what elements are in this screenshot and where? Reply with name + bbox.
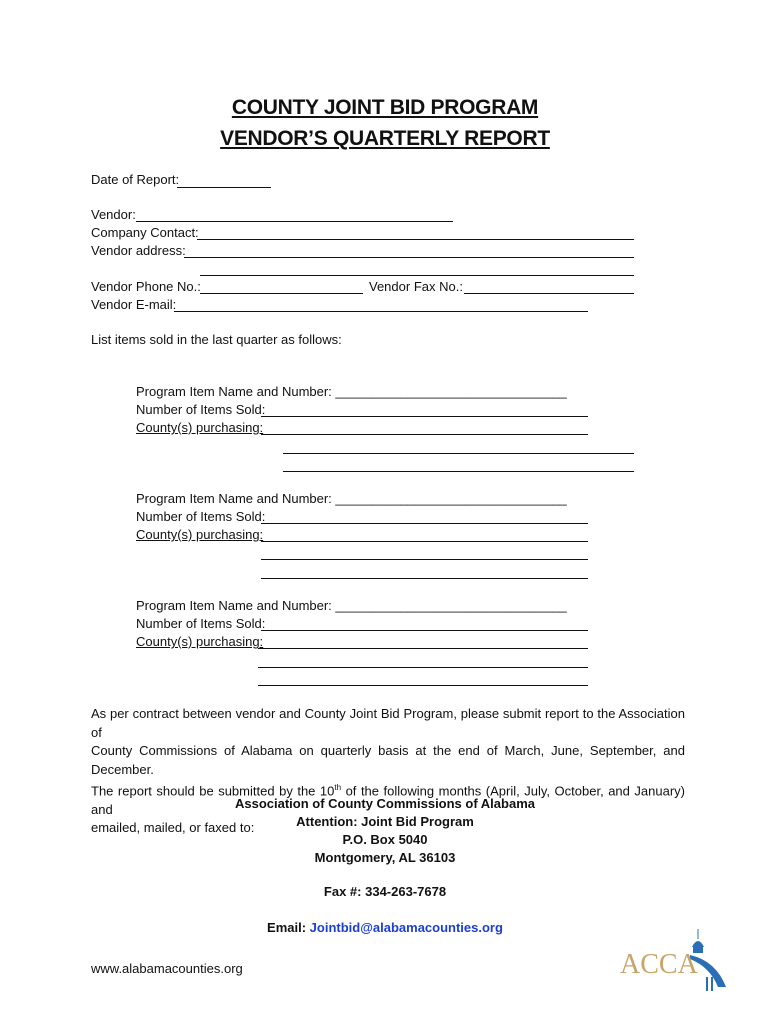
item-name-label-3: Program Item Name and Number: ________________________________ xyxy=(136,598,567,613)
items-sold-line-1[interactable] xyxy=(261,416,588,417)
counties-line-2b[interactable] xyxy=(261,559,588,560)
paragraph-line-3: The report should be submitted by the 10th of the following months (April, July, October, and January) and xyxy=(91,783,685,817)
email-link[interactable]: Jointbid@alabamacounties.org xyxy=(309,920,503,935)
address-attention: Attention: Joint Bid Program xyxy=(296,814,474,829)
company-contact-line[interactable] xyxy=(197,239,634,240)
vendor-line[interactable] xyxy=(136,221,453,222)
item-name-blank-1[interactable]: ________________________________ xyxy=(335,384,567,399)
vendor-address-line-1[interactable] xyxy=(184,257,634,258)
items-sold-line-2[interactable] xyxy=(261,523,588,524)
vendor-phone-label: Vendor Phone No.: xyxy=(91,279,201,294)
address-po-box: P.O. Box 5040 xyxy=(342,832,428,847)
date-of-report-label: Date of Report: xyxy=(91,172,180,187)
vendor-fax-line[interactable] xyxy=(464,293,634,294)
counties-line-1b[interactable] xyxy=(283,453,634,454)
acca-logo-graphic xyxy=(618,925,730,997)
address-city: Montgomery, AL 36103 xyxy=(314,850,456,865)
paragraph-line-1: As per contract between vendor and County Joint Bid Program, please submit report to the Association of xyxy=(91,706,685,740)
counties-label-3: County(s) purchasing: xyxy=(136,634,264,649)
counties-line-3b[interactable] xyxy=(258,667,588,668)
paragraph-line-2: County Commissions of Alabama on quarterly basis at the end of March, June, September, and December. xyxy=(91,743,685,777)
title-line-2: VENDOR’S QUARTERLY REPORT xyxy=(220,127,550,150)
items-sold-label-2: Number of Items Sold: xyxy=(136,509,266,524)
vendor-fax-label: Vendor Fax No.: xyxy=(369,279,463,294)
logo-text: ACCA xyxy=(620,949,698,980)
item-name-blank-3[interactable]: ________________________________ xyxy=(335,598,567,613)
footer-url[interactable]: www.alabamacounties.org xyxy=(91,961,243,976)
item-name-label-2: Program Item Name and Number: ________________________________ xyxy=(136,491,567,506)
address-fax: Fax #: 334-263-7678 xyxy=(323,884,447,899)
item-name-blank-2[interactable]: ________________________________ xyxy=(335,491,567,506)
items-sold-label-3: Number of Items Sold: xyxy=(136,616,266,631)
counties-label-2: County(s) purchasing: xyxy=(136,527,264,542)
vendor-email-line[interactable] xyxy=(174,311,588,312)
counties-label-1: County(s) purchasing: xyxy=(136,420,264,435)
address-org: Association of County Commissions of Alabama xyxy=(234,796,535,811)
vendor-address-line-2[interactable] xyxy=(200,275,634,276)
list-intro: List items sold in the last quarter as follows: xyxy=(91,332,342,347)
items-sold-label-1: Number of Items Sold: xyxy=(136,402,266,417)
address-email: Email: Jointbid@alabamacounties.org xyxy=(267,920,503,935)
paragraph-line-4: emailed, mailed, or faxed to: xyxy=(91,820,255,836)
company-contact-label: Company Contact: xyxy=(91,225,199,240)
vendor-label: Vendor: xyxy=(91,207,136,222)
title-line-1: COUNTY JOINT BID PROGRAM xyxy=(231,96,539,119)
vendor-email-label: Vendor E-mail: xyxy=(91,297,177,312)
date-of-report-line[interactable] xyxy=(177,187,271,188)
counties-line-3a[interactable] xyxy=(258,648,588,649)
counties-line-1a[interactable] xyxy=(261,434,588,435)
counties-line-2a[interactable] xyxy=(261,541,588,542)
vendor-address-label: Vendor address: xyxy=(91,243,186,258)
acca-logo xyxy=(618,925,730,997)
items-sold-line-3[interactable] xyxy=(261,630,588,631)
counties-line-2c[interactable] xyxy=(261,578,588,579)
counties-line-3c[interactable] xyxy=(258,685,588,686)
counties-line-1c[interactable] xyxy=(283,471,634,472)
vendor-phone-line[interactable] xyxy=(200,293,363,294)
item-name-label-1: Program Item Name and Number: ________________________________ xyxy=(136,384,567,399)
